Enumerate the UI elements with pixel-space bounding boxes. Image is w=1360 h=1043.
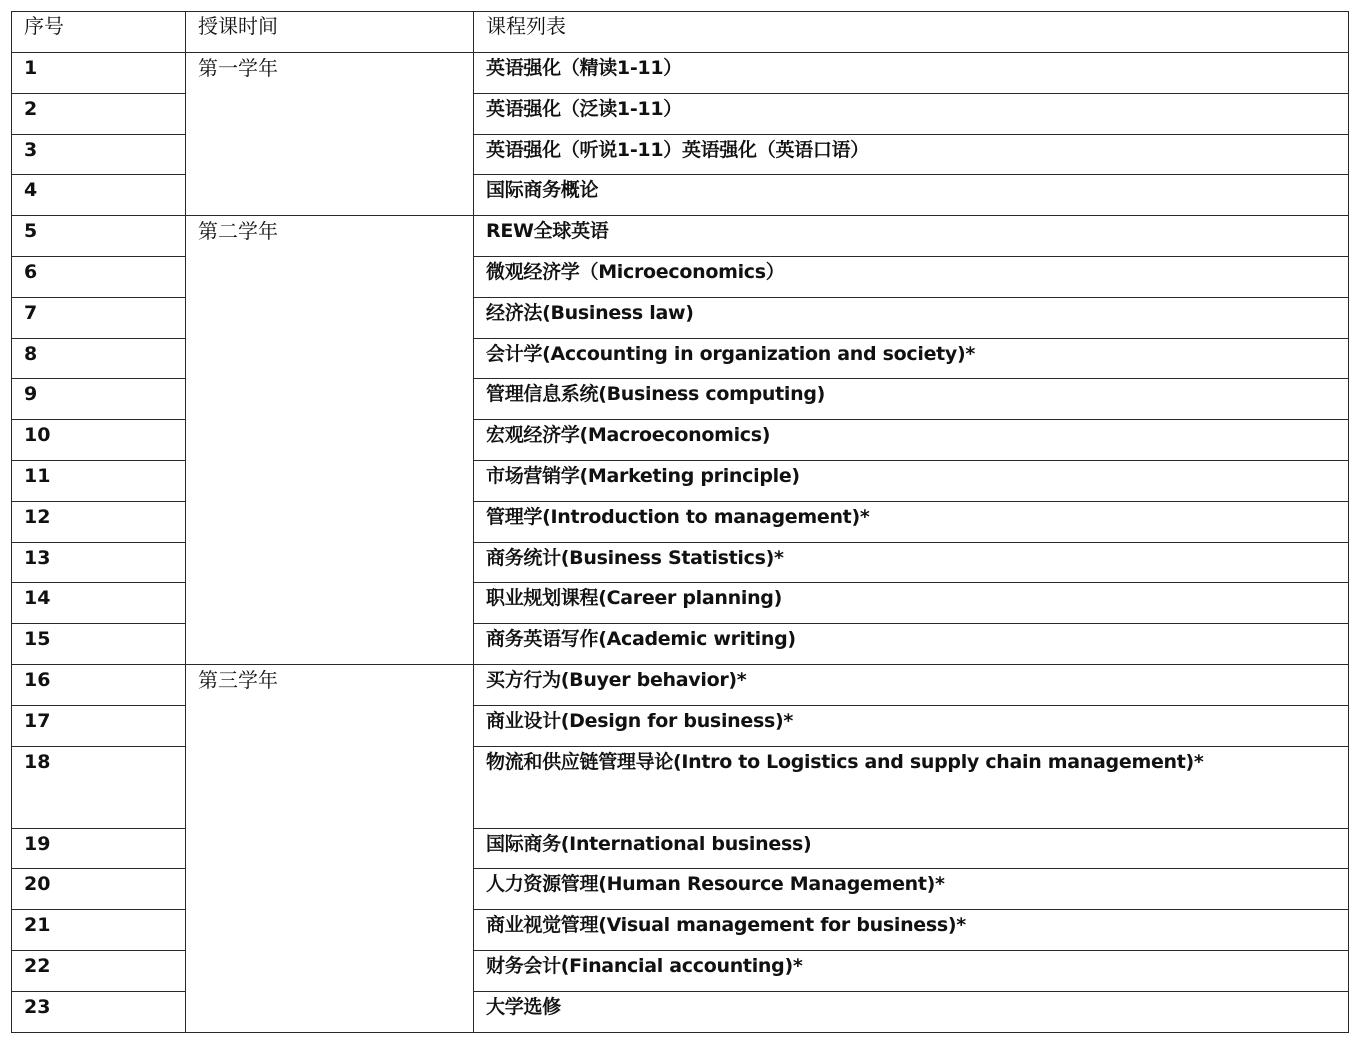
course-name: 国际商务概论	[474, 175, 1349, 216]
course-name: 商业视觉管理(Visual management for business)*	[474, 910, 1349, 951]
course-name: 英语强化（听说1-11）英语强化（英语口语）	[474, 134, 1349, 175]
table-row	[12, 664, 1349, 705]
course-name: 人力资源管理(Human Resource Management)*	[474, 869, 1349, 910]
row-number: 18	[12, 746, 186, 828]
row-number: 3	[12, 134, 186, 175]
period-year-2: 第二学年	[186, 216, 474, 665]
course-name: 微观经济学（Microeconomics）	[474, 256, 1349, 297]
course-name: 商务统计(Business Statistics)*	[474, 542, 1349, 583]
course-name: REW全球英语	[474, 216, 1349, 257]
row-number: 16	[12, 664, 186, 705]
header-period: 授课时间	[186, 12, 474, 53]
course-name: 大学选修	[474, 991, 1349, 1032]
row-number: 1	[12, 53, 186, 94]
period-year-1: 第一学年	[186, 53, 474, 216]
table-row	[12, 53, 1349, 94]
row-number: 22	[12, 950, 186, 991]
row-number: 11	[12, 460, 186, 501]
course-name: 财务会计(Financial accounting)*	[474, 950, 1349, 991]
course-name: 物流和供应链管理导论(Intro to Logistics and supply chain management)*	[474, 746, 1349, 828]
row-number: 4	[12, 175, 186, 216]
row-number: 19	[12, 828, 186, 869]
header-courses: 课程列表	[474, 12, 1349, 53]
row-number: 15	[12, 624, 186, 665]
row-number: 17	[12, 705, 186, 746]
course-name: 经济法(Business law)	[474, 297, 1349, 338]
course-name: 国际商务(International business)	[474, 828, 1349, 869]
course-name: 会计学(Accounting in organization and society)*	[474, 338, 1349, 379]
row-number: 8	[12, 338, 186, 379]
course-name: 商业设计(Design for business)*	[474, 705, 1349, 746]
course-name: 管理学(Introduction to management)*	[474, 501, 1349, 542]
row-number: 20	[12, 869, 186, 910]
course-name: 商务英语写作(Academic writing)	[474, 624, 1349, 665]
course-name: 市场营销学(Marketing principle)	[474, 460, 1349, 501]
row-number: 21	[12, 910, 186, 951]
row-number: 14	[12, 583, 186, 624]
row-number: 10	[12, 420, 186, 461]
header-number: 序号	[12, 12, 186, 53]
header-row	[12, 12, 1349, 53]
row-number: 23	[12, 991, 186, 1032]
table-body	[12, 53, 1349, 1033]
course-name: 宏观经济学(Macroeconomics)	[474, 420, 1349, 461]
course-name: 买方行为(Buyer behavior)*	[474, 664, 1349, 705]
period-year-3: 第三学年	[186, 664, 474, 1032]
row-number: 9	[12, 379, 186, 420]
row-number: 7	[12, 297, 186, 338]
curriculum-table	[11, 11, 1349, 1033]
row-number: 12	[12, 501, 186, 542]
course-name: 职业规划课程(Career planning)	[474, 583, 1349, 624]
row-number: 5	[12, 216, 186, 257]
row-number: 6	[12, 256, 186, 297]
row-number: 13	[12, 542, 186, 583]
table-row	[12, 216, 1349, 257]
course-name: 英语强化（精读1-11）	[474, 53, 1349, 94]
table-header	[12, 12, 1349, 53]
course-name: 英语强化（泛读1-11）	[474, 93, 1349, 134]
course-name: 管理信息系统(Business computing)	[474, 379, 1349, 420]
row-number: 2	[12, 93, 186, 134]
